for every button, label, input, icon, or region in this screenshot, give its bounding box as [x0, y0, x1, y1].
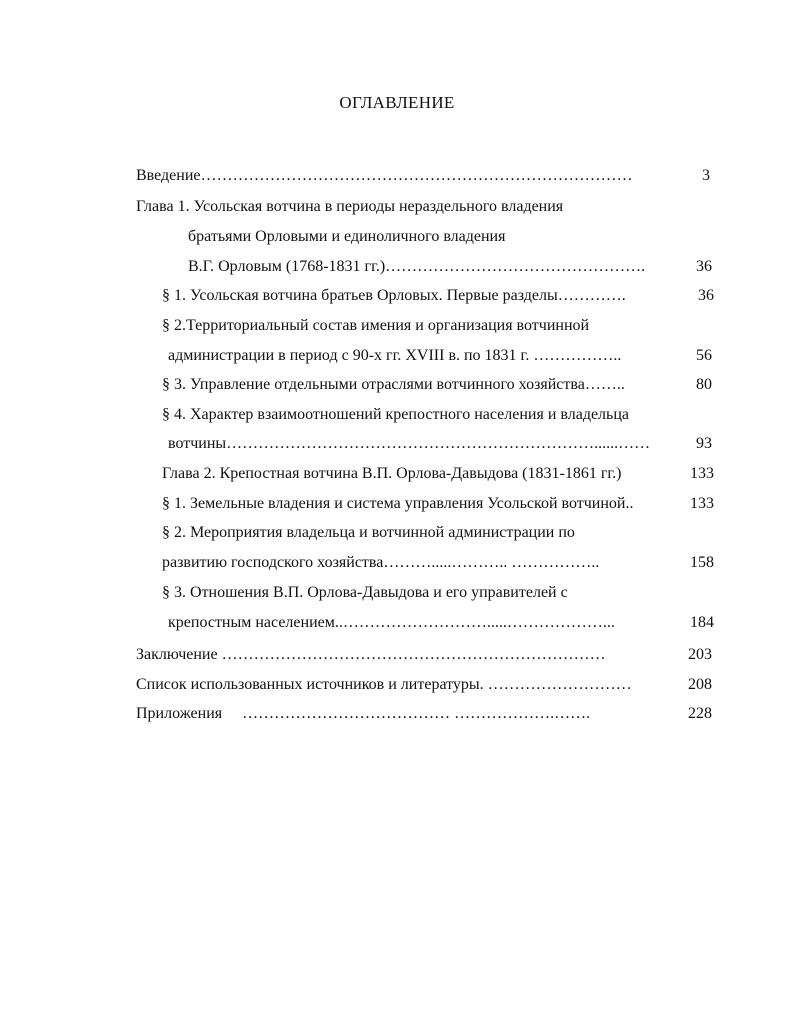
toc-entry-text: Глава 2. Крепостная вотчина В.П. Орлова-Давыдова (1831-1861 гг.)	[162, 465, 622, 482]
toc-entry-section-1-4-cont[interactable]	[168, 434, 716, 454]
toc-page-number: 36	[696, 258, 712, 275]
toc-page-number: 36	[698, 287, 714, 304]
toc-entry-chapter-2[interactable]	[162, 464, 716, 484]
toc-page-number: 228	[688, 705, 712, 722]
toc-entry-chapter-1-end[interactable]	[188, 257, 716, 277]
toc-entry-text: § 4. Характер взаимоотношений крепостного населения и владельца	[162, 406, 629, 423]
toc-page-number: 184	[690, 614, 714, 631]
toc-entry-introduction[interactable]	[136, 166, 716, 186]
toc-entry-text: Приложения ………………………………… ……………….…….	[136, 705, 591, 722]
toc-page-number: 158	[690, 554, 714, 571]
toc-entry-chapter-1[interactable]	[136, 197, 716, 217]
toc-entry-text: братьями Орловыми и единоличного владения	[188, 228, 506, 245]
toc-entry-section-1-3[interactable]	[162, 375, 716, 395]
toc-page-number: 56	[696, 347, 712, 364]
toc-page-number: 93	[696, 435, 712, 452]
toc-entry-section-2-2-cont[interactable]	[162, 553, 716, 573]
toc-entry-text: § 2.Территориальный состав имения и организация вотчинной	[162, 317, 590, 334]
toc-page-number: 203	[688, 646, 712, 663]
toc-entry-text: § 1. Усольская вотчина братьев Орловых. Первые разделы………….	[162, 287, 626, 304]
toc-page-number: 133	[690, 495, 714, 512]
toc-entry-conclusion[interactable]	[136, 645, 716, 665]
page-title: ОГЛАВЛЕНИЕ	[339, 93, 455, 112]
toc-entry-text: § 2. Мероприятия владельца и вотчинной администрации по	[162, 524, 575, 541]
toc-entry-section-1-2[interactable]	[162, 316, 716, 336]
toc-entry-text: Заключение ………………………………………………………………	[136, 646, 606, 663]
toc-entry-section-2-2[interactable]	[162, 523, 716, 543]
toc-page-number: 80	[696, 376, 712, 393]
toc-entry-section-1-2-cont[interactable]	[168, 346, 716, 366]
toc-entry-section-2-1[interactable]	[162, 494, 716, 514]
toc-entry-sources[interactable]	[136, 675, 716, 695]
toc-entry-text: Глава 1. Усольская вотчина в периоды нераздельного владения	[136, 198, 564, 215]
toc-page-number: 3	[702, 167, 710, 184]
toc-page-number: 208	[688, 676, 712, 693]
toc-entry-text: развитию господского хозяйства……….....……….. ……………..	[162, 554, 600, 571]
toc-entry-text: В.Г. Орловым (1768-1831 гг.)………………………………………….	[188, 258, 646, 275]
toc-entry-section-2-3-cont[interactable]	[168, 613, 716, 633]
toc-entry-text: § 3. Отношения В.П. Орлова-Давыдова и его управителей с	[162, 584, 568, 601]
toc-page-number: 133	[690, 465, 714, 482]
toc-entry-text: § 3. Управление отдельными отраслями вотчинного хозяйства……..	[162, 376, 625, 393]
toc-entry-section-1-1[interactable]	[162, 286, 716, 306]
toc-entry-text: § 1. Земельные владения и система управления Усольской вотчиной..	[162, 495, 634, 512]
toc-entry-text: вотчины……………………………………………………………......……	[168, 435, 651, 452]
toc-entry-text: Список использованных источников и литературы. ………………………	[136, 676, 632, 693]
toc-entry-appendix[interactable]	[136, 704, 716, 724]
toc-entry-text: администрации в период с 90-х гг. XVIII в. по 1831 г. ……………..	[168, 347, 622, 364]
toc-entry-section-2-3[interactable]	[162, 583, 716, 603]
toc-entry-section-1-4[interactable]	[162, 405, 716, 425]
toc-entry-chapter-1-cont	[188, 227, 716, 247]
toc-entry-text: Введение………………………………………………………………………	[136, 167, 633, 184]
toc-entry-text: крепостным населением..……………………….....………………...	[168, 614, 615, 631]
